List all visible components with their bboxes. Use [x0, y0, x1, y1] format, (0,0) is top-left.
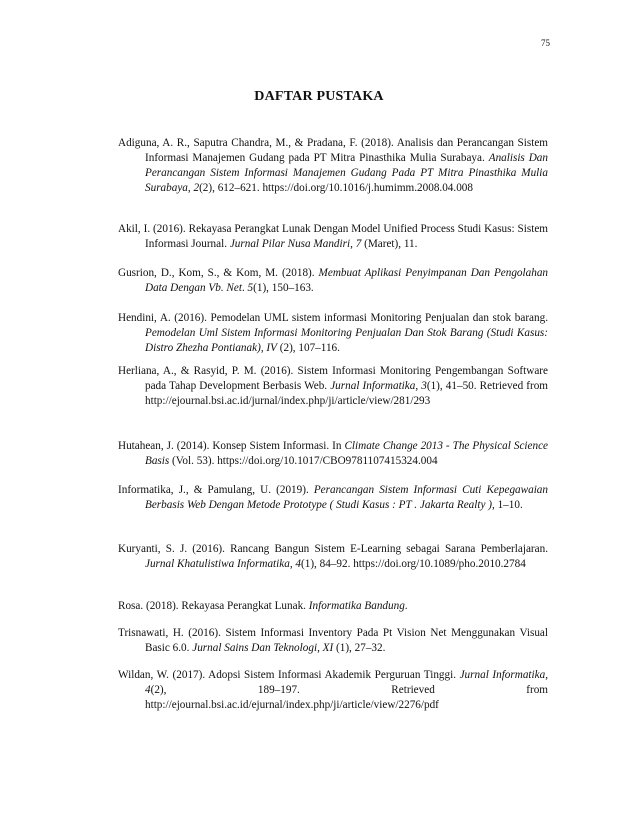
reference-volume: 2 [193, 182, 200, 194]
reference-title: Analisis Dan Perancangan Sistem Informasi Manajemen Gudang Pada PT Mitra Pinasthika Mulia Surabaya [145, 152, 548, 194]
reference-text: Hendini, A. (2016). Pemodelan UML sistem informasi Monitoring Penjualan dan stok barang. [118, 312, 548, 324]
reference-title: Jurnal Sains Dan Teknologi [192, 642, 318, 654]
reference-text: Wildan, W. (2017). Adopsi Sistem Informasi Akademik Perguruan Tinggi. [118, 669, 460, 681]
reference-volume: 4 [145, 684, 151, 696]
reference-volume: 3 [421, 380, 427, 392]
reference-text: , [350, 238, 356, 250]
reference-text: (1), 84–92. https://doi.org/10.1089/pho.2010.2784 [301, 558, 526, 570]
reference-text: Trisnawati, H. (2016). Sistem Informasi Inventory Pada Pt Vision Net Menggunakan Visual Basic 6.0. [118, 627, 548, 654]
reference-text: (1), 41–50. Retrieved from http://ejournal.bsi.ac.id/jurnal/index.php/ji/article/view/281/293 [145, 380, 549, 407]
reference-text: , [187, 182, 194, 194]
reference-title: Pemodelan Uml Sistem Informasi Monitoring Penjualan Dan Stok Barang (Studi Kasus: Distro Zhezha Pontianak) [145, 327, 548, 354]
reference-text: (Vol. 53). https://doi.org/10.1017/CBO9781107415324.004 [169, 455, 438, 467]
reference-entry [118, 439, 548, 469]
reference-text: (Maret), 11. [361, 238, 418, 250]
reference-entry [118, 266, 548, 296]
reference-title: Climate Change 2013 - The Physical Science Basis [145, 440, 549, 467]
reference-volume: 4 [295, 558, 302, 570]
reference-text: , 1–10. [491, 499, 523, 511]
reference-entry [118, 668, 548, 713]
reference-entry [118, 542, 548, 572]
reference-text: Rosa. (2018). Rekayasa Perangkat Lunak. [118, 600, 309, 612]
reference-text: , [545, 669, 548, 681]
reference-entry [118, 222, 548, 252]
page-title: DAFTAR PUSTAKA [254, 89, 384, 104]
reference-text: (2), 612–621. https://doi.org/10.1016/j.humimm.2008.04.008 [199, 182, 473, 194]
reference-text: Adiguna, A. R., Saputra Chandra, M., & Pradana, F. (2018). Analisis dan Perancangan Sistem Informasi Manajemen Gudang pada PT Mitra Pinasthika Mulia Surabaya. [118, 137, 548, 164]
reference-title: Jurnal Khatulistiwa Informatika [145, 558, 290, 570]
reference-title: Membuat Aplikasi Penyimpanan Dan Pengolahan Data Dengan Vb. Net [145, 267, 549, 294]
page-number: 75 [541, 38, 550, 48]
reference-text: (2), 107–116. [276, 342, 340, 354]
reference-text: , [260, 342, 267, 354]
reference-entry [118, 364, 548, 409]
reference-entry [118, 626, 548, 656]
reference-title: Jurnal Informatika [459, 669, 546, 681]
reference-entry [118, 311, 548, 356]
reference-text: (1), 27–32. [333, 642, 386, 654]
reference-text: . [404, 600, 408, 612]
reference-text: , [317, 642, 323, 654]
reference-volume: 5 [247, 282, 254, 294]
reference-volume: XI [322, 642, 334, 654]
reference-title: Jurnal Informatika [330, 380, 416, 392]
reference-title: Perancangan Sistem Informasi Cuti Kepegawaian Berbasis Web Dengan Metode Prototype ( Studi Kasus : PT . Jakarta Realty ) [145, 484, 548, 511]
reference-entry [118, 483, 548, 513]
reference-text: . [241, 282, 248, 294]
reference-title: Jurnal Pilar Nusa Mandiri [229, 238, 351, 250]
reference-text: Gusrion, D., Kom, S., & Kom, M. (2018). [118, 267, 319, 279]
reference-text: Herliana, A., & Rasyid, P. M. (2016). Sistem Informasi Monitoring Pengembangan Software pada Tahap Development Berbasis Web. [118, 365, 548, 392]
reference-text: , [415, 380, 422, 392]
reference-text: (1), 150–163. [253, 282, 314, 294]
reference-text: (2), 189–197. Retrieved from http://ejournal.bsi.ac.id/ejurnal/index.php/ji/article/view/2276/pdf [145, 684, 548, 711]
reference-entry [118, 599, 548, 614]
reference-volume: IV [266, 342, 277, 354]
reference-text: Akil, I. (2016). Rekayasa Perangkat Lunak Dengan Model Unified Process Studi Kasus: Sistem Informasi Journal. [118, 223, 548, 250]
reference-text: , [289, 558, 296, 570]
reference-entry [118, 136, 548, 196]
reference-title: Informatika Bandung [308, 600, 405, 612]
reference-volume: 7 [355, 238, 362, 250]
reference-text: Hutahean, J. (2014). Konsep Sistem Informasi. In [118, 440, 345, 452]
reference-text: Informatika, J., & Pamulang, U. (2019). [118, 484, 314, 496]
reference-text: Kuryanti, S. J. (2016). Rancang Bangun Sistem E-Learning sebagai Sarana Pemberlajaran. [118, 543, 548, 555]
